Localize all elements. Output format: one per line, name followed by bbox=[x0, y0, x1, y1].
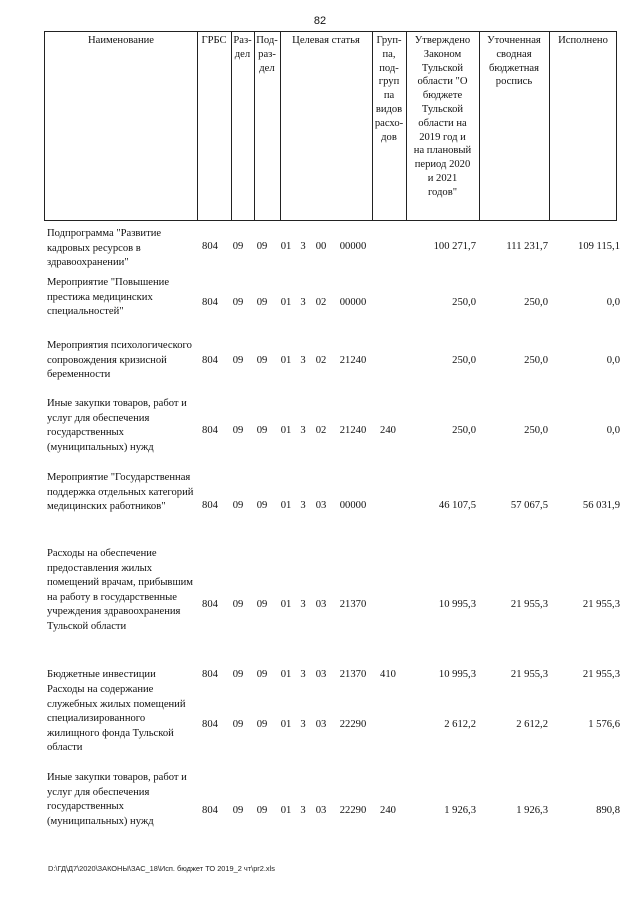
header-podrazdel: Под- раз- дел bbox=[256, 35, 278, 74]
cell-name: Подпрограмма "Развитие кадровых ресурсов в здравоохранении" bbox=[47, 228, 162, 269]
cell-podrazdel: 09 bbox=[256, 297, 268, 308]
cell-name: Бюджетные инвестиции bbox=[47, 669, 156, 680]
cell-approved: 100 271,7 bbox=[433, 241, 476, 252]
cell-program: 01 bbox=[280, 719, 292, 730]
cell-executed: 0,0 bbox=[606, 297, 620, 308]
cell-refined: 111 231,7 bbox=[506, 241, 548, 252]
cell-subprogram: 3 bbox=[300, 355, 306, 366]
cell-direction: 22290 bbox=[339, 805, 367, 816]
cell-program: 01 bbox=[280, 297, 292, 308]
cell-approved: 250,0 bbox=[452, 425, 476, 436]
column-divider bbox=[280, 32, 281, 220]
cell-direction: 00000 bbox=[339, 297, 367, 308]
cell-subprogram: 3 bbox=[300, 297, 306, 308]
cell-executed: 0,0 bbox=[606, 355, 620, 366]
cell-subprogram: 3 bbox=[300, 241, 306, 252]
cell-subprogram: 3 bbox=[300, 425, 306, 436]
cell-razdel: 09 bbox=[232, 669, 244, 680]
cell-direction: 21370 bbox=[339, 669, 367, 680]
cell-grbs: 804 bbox=[202, 719, 218, 730]
cell-refined: 57 067,5 bbox=[510, 500, 548, 511]
header-approved: Утверждено Законом Тульской области "О бюджете Тульской области на 2019 год и на плановый период 2020 и 2021 годов" bbox=[413, 35, 472, 198]
cell-refined: 1 926,3 bbox=[516, 805, 548, 816]
cell-grbs: 804 bbox=[202, 599, 218, 610]
cell-direction: 00000 bbox=[339, 500, 367, 511]
cell-direction: 00000 bbox=[339, 241, 367, 252]
cell-measure: 02 bbox=[315, 297, 327, 308]
header-razdel: Раз- дел bbox=[233, 35, 252, 60]
cell-executed: 21 955,3 bbox=[582, 599, 620, 610]
header-executed: Исполнено bbox=[558, 35, 608, 46]
cell-grbs: 804 bbox=[202, 669, 218, 680]
column-divider bbox=[549, 32, 550, 220]
cell-name: Иные закупки товаров, работ и услуг для обеспечения государственных (муниципальных) нужд bbox=[47, 772, 187, 827]
cell-razdel: 09 bbox=[232, 297, 244, 308]
header-target: Целевая статья bbox=[292, 35, 360, 46]
cell-grbs: 804 bbox=[202, 425, 218, 436]
cell-measure: 02 bbox=[315, 425, 327, 436]
cell-podrazdel: 09 bbox=[256, 425, 268, 436]
cell-razdel: 09 bbox=[232, 241, 244, 252]
cell-expense-type: 410 bbox=[380, 669, 396, 680]
cell-approved: 10 995,3 bbox=[438, 599, 476, 610]
cell-name: Мероприятие "Повышение престижа медицинских специальностей" bbox=[47, 277, 170, 318]
cell-program: 01 bbox=[280, 355, 292, 366]
cell-executed: 0,0 bbox=[606, 425, 620, 436]
cell-direction: 21240 bbox=[339, 425, 367, 436]
cell-measure: 03 bbox=[315, 719, 327, 730]
cell-refined: 21 955,3 bbox=[510, 599, 548, 610]
header-refined: Уточненная сводная бюджетная роспись bbox=[487, 35, 541, 88]
cell-name: Расходы на содержание служебных жилых помещений специализированного жилищного фонда Тульской области bbox=[47, 684, 186, 754]
header-grbs: ГРБС bbox=[201, 35, 227, 46]
cell-subprogram: 3 bbox=[300, 805, 306, 816]
cell-program: 01 bbox=[280, 425, 292, 436]
cell-podrazdel: 09 bbox=[256, 241, 268, 252]
cell-podrazdel: 09 bbox=[256, 500, 268, 511]
cell-grbs: 804 bbox=[202, 805, 218, 816]
cell-approved: 10 995,3 bbox=[438, 669, 476, 680]
cell-measure: 03 bbox=[315, 599, 327, 610]
cell-grbs: 804 bbox=[202, 241, 218, 252]
cell-measure: 03 bbox=[315, 805, 327, 816]
cell-measure: 02 bbox=[315, 355, 327, 366]
cell-executed: 890,8 bbox=[596, 805, 620, 816]
cell-podrazdel: 09 bbox=[256, 719, 268, 730]
cell-executed: 56 031,9 bbox=[582, 500, 620, 511]
column-divider bbox=[197, 32, 198, 220]
cell-executed: 109 115,1 bbox=[578, 241, 620, 252]
cell-grbs: 804 bbox=[202, 355, 218, 366]
cell-grbs: 804 bbox=[202, 297, 218, 308]
cell-refined: 21 955,3 bbox=[510, 669, 548, 680]
cell-subprogram: 3 bbox=[300, 500, 306, 511]
cell-direction: 21370 bbox=[339, 599, 367, 610]
cell-program: 01 bbox=[280, 669, 292, 680]
cell-direction: 22290 bbox=[339, 719, 367, 730]
cell-measure: 03 bbox=[315, 500, 327, 511]
cell-measure: 03 bbox=[315, 669, 327, 680]
cell-subprogram: 3 bbox=[300, 599, 306, 610]
cell-program: 01 bbox=[280, 805, 292, 816]
cell-name: Мероприятие "Государственная поддержка отдельных категорий медицинских работников" bbox=[47, 472, 194, 513]
cell-podrazdel: 09 bbox=[256, 805, 268, 816]
cell-program: 01 bbox=[280, 599, 292, 610]
cell-razdel: 09 bbox=[232, 355, 244, 366]
cell-razdel: 09 bbox=[232, 599, 244, 610]
cell-podrazdel: 09 bbox=[256, 599, 268, 610]
cell-executed: 21 955,3 bbox=[582, 669, 620, 680]
table-header bbox=[44, 31, 617, 221]
cell-program: 01 bbox=[280, 500, 292, 511]
cell-direction: 21240 bbox=[339, 355, 367, 366]
cell-executed: 1 576,6 bbox=[588, 719, 620, 730]
cell-grbs: 804 bbox=[202, 500, 218, 511]
cell-approved: 250,0 bbox=[452, 355, 476, 366]
cell-razdel: 09 bbox=[232, 500, 244, 511]
cell-program: 01 bbox=[280, 241, 292, 252]
cell-approved: 2 612,2 bbox=[444, 719, 476, 730]
cell-name: Мероприятия психологического сопровождения кризисной беременности bbox=[47, 340, 192, 381]
cell-refined: 250,0 bbox=[524, 425, 548, 436]
cell-refined: 250,0 bbox=[524, 355, 548, 366]
cell-razdel: 09 bbox=[232, 805, 244, 816]
cell-approved: 46 107,5 bbox=[438, 500, 476, 511]
cell-approved: 1 926,3 bbox=[444, 805, 476, 816]
cell-razdel: 09 bbox=[232, 719, 244, 730]
cell-expense-type: 240 bbox=[380, 425, 396, 436]
cell-podrazdel: 09 bbox=[256, 355, 268, 366]
page-number: 82 bbox=[313, 15, 327, 27]
file-path-footer: D:\ГД\Д7\2020\ЗАКОНЫ\ЗАС_18\Исп. бюджет ТО 2019_2 чт\pr2.xls bbox=[48, 864, 275, 873]
cell-expense-type: 240 bbox=[380, 805, 396, 816]
header-name: Наименование bbox=[88, 35, 154, 46]
cell-name: Расходы на обеспечение предоставления жилых помещений врачам, прибывшим на работу в государственные учреждения здравоохранения Тульской области bbox=[47, 548, 193, 632]
cell-approved: 250,0 bbox=[452, 297, 476, 308]
cell-subprogram: 3 bbox=[300, 669, 306, 680]
cell-razdel: 09 bbox=[232, 425, 244, 436]
cell-measure: 00 bbox=[315, 241, 327, 252]
header-group: Груп- па, под- груп па видов расхо- дов bbox=[374, 35, 404, 143]
cell-subprogram: 3 bbox=[300, 719, 306, 730]
cell-name: Иные закупки товаров, работ и услуг для обеспечения государственных (муниципальных) нужд bbox=[47, 398, 187, 453]
cell-podrazdel: 09 bbox=[256, 669, 268, 680]
cell-refined: 2 612,2 bbox=[516, 719, 548, 730]
cell-refined: 250,0 bbox=[524, 297, 548, 308]
